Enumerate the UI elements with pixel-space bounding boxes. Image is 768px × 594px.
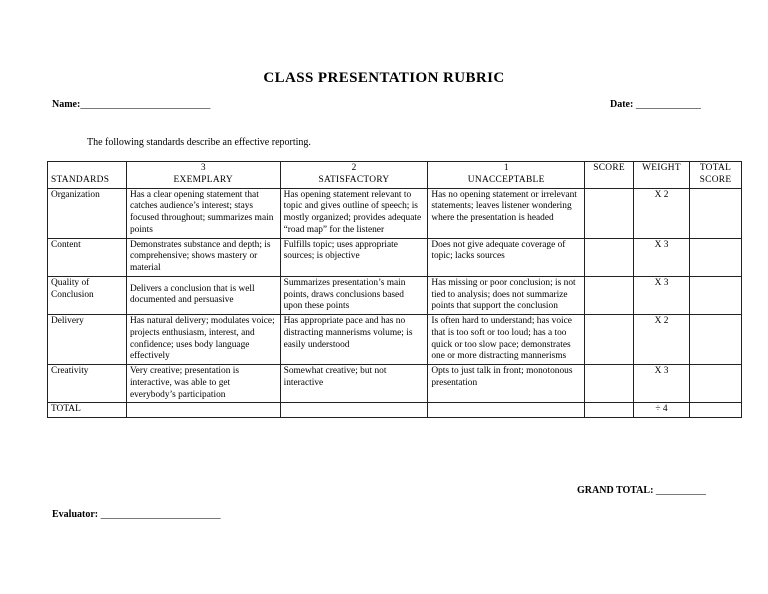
page-title: CLASS PRESENTATION RUBRIC [263, 70, 505, 86]
exemplary-cell: Has a clear opening statement that catches audience’s interest; stays focused throughout; summarizes main points [126, 188, 280, 238]
table-row [48, 315, 742, 365]
header-standards: STANDARDS [48, 162, 127, 189]
header-total-score-line2: SCORE [699, 174, 732, 185]
rubric-table [47, 161, 742, 418]
header-score: SCORE [585, 162, 634, 189]
total-row [48, 403, 742, 418]
exemplary-cell: Has natural delivery; modulates voice; projects enthusiasm, interest, and confidence; uses body language effectively [126, 315, 280, 365]
total-score-cell[interactable] [689, 315, 741, 365]
name-field[interactable] [52, 99, 210, 110]
name-blank[interactable]: __________________________ [80, 99, 211, 110]
exemplary-cell: Very creative; presentation is interactive, was able to get everybody’s participation [126, 365, 280, 403]
date-field[interactable] [610, 99, 701, 110]
header-exemplary-points: 3 [200, 163, 206, 173]
score-cell[interactable] [585, 238, 634, 276]
header-row [48, 162, 742, 189]
grand-total-field[interactable] [577, 485, 706, 496]
total-row-empty-cell [126, 403, 280, 418]
grand-total-blank[interactable]: __________ [655, 485, 706, 496]
weight-cell: X 3 [634, 276, 690, 314]
satisfactory-cell: Fulfills topic; uses appropriate sources; is objective [280, 238, 428, 276]
satisfactory-cell: Has appropriate pace and has no distracting mannerisms volume; is easily understood [280, 315, 428, 365]
header-satisfactory [280, 162, 428, 189]
evaluator-label: Evaluator: [52, 509, 99, 520]
standard-cell: Delivery [48, 315, 127, 365]
date-blank[interactable]: _____________ [635, 99, 701, 110]
grand-total-label: GRAND TOTAL: [577, 485, 654, 496]
header-total-score [689, 162, 741, 189]
total-score-cell[interactable] [689, 238, 741, 276]
standard-cell: Organization [48, 188, 127, 238]
total-row-weight: ÷ 4 [634, 403, 690, 418]
header-unacceptable [428, 162, 585, 189]
satisfactory-cell: Somewhat creative; but not interactive [280, 365, 428, 403]
date-label: Date: [610, 99, 634, 110]
total-score-cell[interactable] [689, 188, 741, 238]
header-total-score-line1: TOTAL [699, 163, 732, 173]
total-row-empty-cell [428, 403, 585, 418]
unacceptable-cell: Is often hard to understand; has voice that is too soft or too loud; has a too quick or too slow pace; demonstrates one or more distracting mannerisms [428, 315, 585, 365]
total-score-cell[interactable] [689, 365, 741, 403]
intro-text: The following standards describe an effective reporting. [87, 137, 311, 148]
score-cell[interactable] [585, 365, 634, 403]
table-row [48, 365, 742, 403]
standard-cell: Creativity [48, 365, 127, 403]
weight-cell: X 2 [634, 315, 690, 365]
total-row-total-cell[interactable] [689, 403, 741, 418]
header-satisfactory-points: 2 [351, 163, 357, 173]
table-row [48, 276, 742, 314]
weight-cell: X 3 [634, 365, 690, 403]
standard-cell: Quality of Conclusion [48, 276, 127, 314]
header-satisfactory-label: SATISFACTORY [318, 174, 390, 185]
table-row [48, 238, 742, 276]
total-row-score-cell[interactable] [585, 403, 634, 418]
unacceptable-cell: Has no opening statement or irrelevant statements; leaves listener wondering where the presentation is headed [428, 188, 585, 238]
weight-cell: X 3 [634, 238, 690, 276]
exemplary-cell: Delivers a conclusion that is well documented and persuasive [126, 276, 280, 314]
total-row-empty-cell [280, 403, 428, 418]
score-cell[interactable] [585, 188, 634, 238]
table-row [48, 188, 742, 238]
score-cell[interactable] [585, 315, 634, 365]
score-cell[interactable] [585, 276, 634, 314]
satisfactory-cell: Summarizes presentation’s main points, draws conclusions based upon these points [280, 276, 428, 314]
header-unacceptable-label: UNACCEPTABLE [467, 174, 545, 185]
header-weight: WEIGHT [634, 162, 690, 189]
header-unacceptable-points: 1 [503, 163, 509, 173]
total-score-cell[interactable] [689, 276, 741, 314]
unacceptable-cell: Has missing or poor conclusion; is not tied to analysis; does not summarize points that support the conclusion [428, 276, 585, 314]
satisfactory-cell: Has opening statement relevant to topic and gives outline of speech; is mostly organized; provides adequate “road map” for the listener [280, 188, 428, 238]
unacceptable-cell: Opts to just talk in front; monotonous presentation [428, 365, 585, 403]
header-exemplary-label: EXEMPLARY [173, 174, 234, 185]
name-label: Name: [52, 99, 81, 110]
evaluator-field[interactable] [52, 509, 221, 520]
weight-cell: X 2 [634, 188, 690, 238]
header-exemplary [126, 162, 280, 189]
unacceptable-cell: Does not give adequate coverage of topic; lacks sources [428, 238, 585, 276]
exemplary-cell: Demonstrates substance and depth; is comprehensive; shows mastery or material [126, 238, 280, 276]
evaluator-blank[interactable]: ________________________ [100, 509, 221, 520]
total-row-label: TOTAL [48, 403, 127, 418]
standard-cell: Content [48, 238, 127, 276]
